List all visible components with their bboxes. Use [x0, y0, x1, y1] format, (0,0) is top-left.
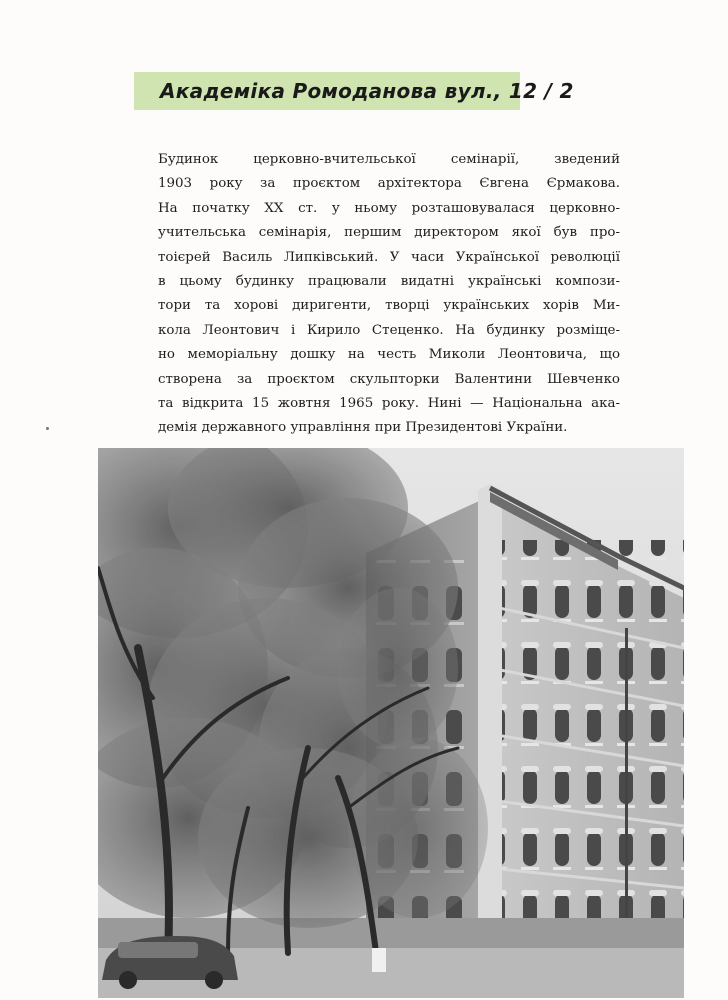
text-line: тори та хорові диригенти, творці українських хорів Ми- [158, 298, 620, 314]
text-line: кола Леонтович і Кирило Стеценко. На будинку розміще- [158, 322, 620, 338]
text-line: демія державного управління при Президентові України. [158, 420, 568, 436]
text-line: но меморіальну дошку на честь Миколи Леонтовича, що [158, 347, 620, 363]
text-line: створена за проєктом скульпторки Валентини Шевченко [158, 371, 620, 387]
text-line: та відкрита 15 жовтня 1965 року. Нині — Національна ака- [158, 396, 620, 412]
building-photo [98, 448, 684, 998]
print-speck [46, 427, 49, 430]
text-line: 1903 року за проєктом архітектора Євгена Єрмакова. [158, 176, 620, 192]
text-line: Будинок церковно-вчительської семінарії, зведений [158, 152, 620, 167]
building-photo-illustration [98, 448, 684, 998]
description-paragraph [158, 148, 620, 441]
page-title: Академіка Ромоданова вул., 12 / 2 [134, 72, 520, 110]
text-line: тоієрей Василь Липківський. У часи Української революції [158, 249, 620, 265]
text-line: учительська семінарія, першим директором якої був про- [158, 225, 620, 241]
text-line: в цьому будинку працювали видатні українські компози- [158, 274, 620, 290]
text-line: На початку XX ст. у ньому розташовувалася церковно- [158, 200, 620, 216]
